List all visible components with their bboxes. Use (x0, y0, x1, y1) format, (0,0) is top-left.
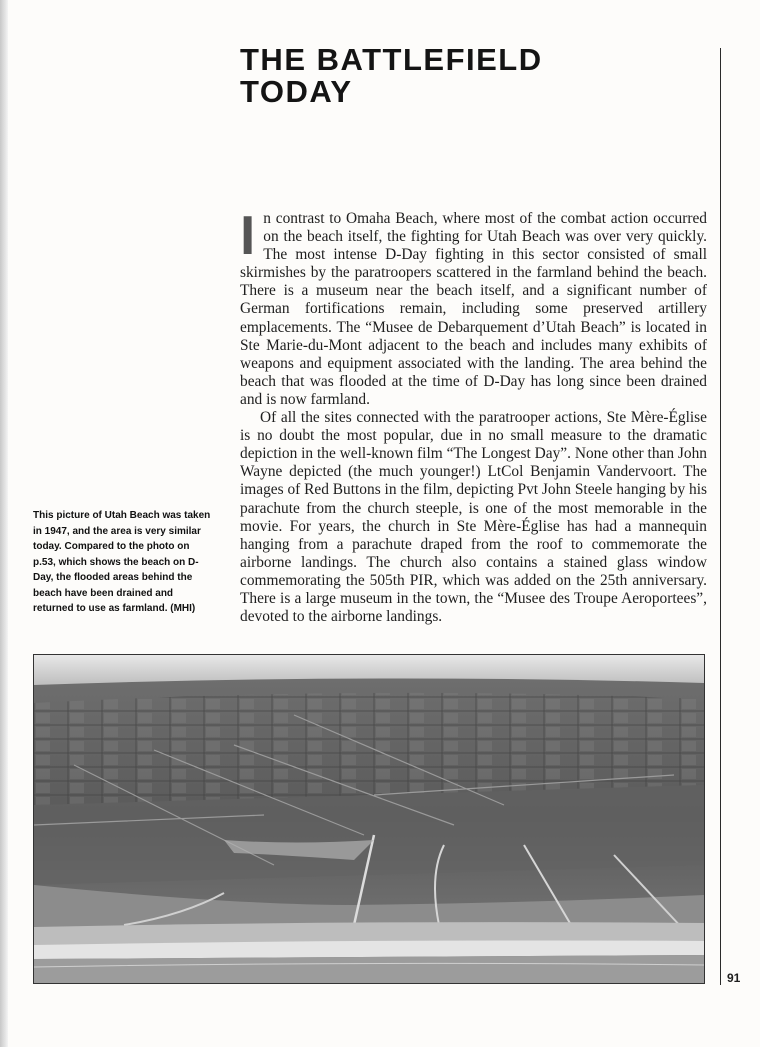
paragraph-1 (240, 204, 707, 409)
article-body (240, 204, 707, 626)
title-line-1: THE BATTLEFIELD (240, 42, 543, 77)
paragraph-2: Of all the sites connected with the paratrooper actions, Ste Mère-Église is no doubt the most popular, due in no small measure to the dramatic depiction in the well-known film “The Longest Day”. None other than John Wayne depicted (the much younger!) LtCol Benjamin Vandervoort. The images of Red Buttons in the film, depicting Pvt John Steele hanging by his parachute from the church steeple, is one of the most memorable in the movie. For years, the church in Ste Mère-Église has had a mannequin hanging from a parachute draped from the roof to commemorate the airborne landings. The church also contains a stained glass window commemorating the 505th PIR, which was added on the 25th anniversary. There is a large museum in the town, the “Musee des Troupe Aeroportees”, devoted to the airborne landings. (240, 409, 707, 626)
aerial-photo-drawing (34, 655, 704, 983)
page-title (240, 44, 660, 108)
photo-caption: This picture of Utah Beach was taken in 1947, and the area is very similar today. Compared to the photo on p.53, which shows the beach on D-Day, the flooded areas behind the beach have been drained and returned to use as farmland. (MHI) (33, 510, 211, 614)
margin-rule (720, 48, 721, 985)
page-edge-shadow (0, 0, 8, 1047)
drop-cap: I (240, 204, 256, 266)
title-line-2: TODAY (240, 74, 353, 109)
utah-beach-aerial-photo (33, 654, 705, 984)
paragraph-1-text: n contrast to Omaha Beach, where most of the combat action occurred on the beach itself, the fighting for Utah Beach was over very quickly. The most intense D-Day fighting in this sector consisted of small skirmishes by the paratroopers scattered in the farmland behind the beach. There is a museum near the beach itself, and a significant number of German fortifications remain, including some preserved artillery emplacements. The “Musee de Debarquement d’Utah Beach” is located in Ste Marie-du-Mont adjacent to the beach and includes many exhibits of weapons and equipment associated with the landing. The area behind the beach that was flooded at the time of D-Day has long since been drained and is now farmland. (240, 210, 707, 408)
page-number: 91 (727, 971, 741, 985)
